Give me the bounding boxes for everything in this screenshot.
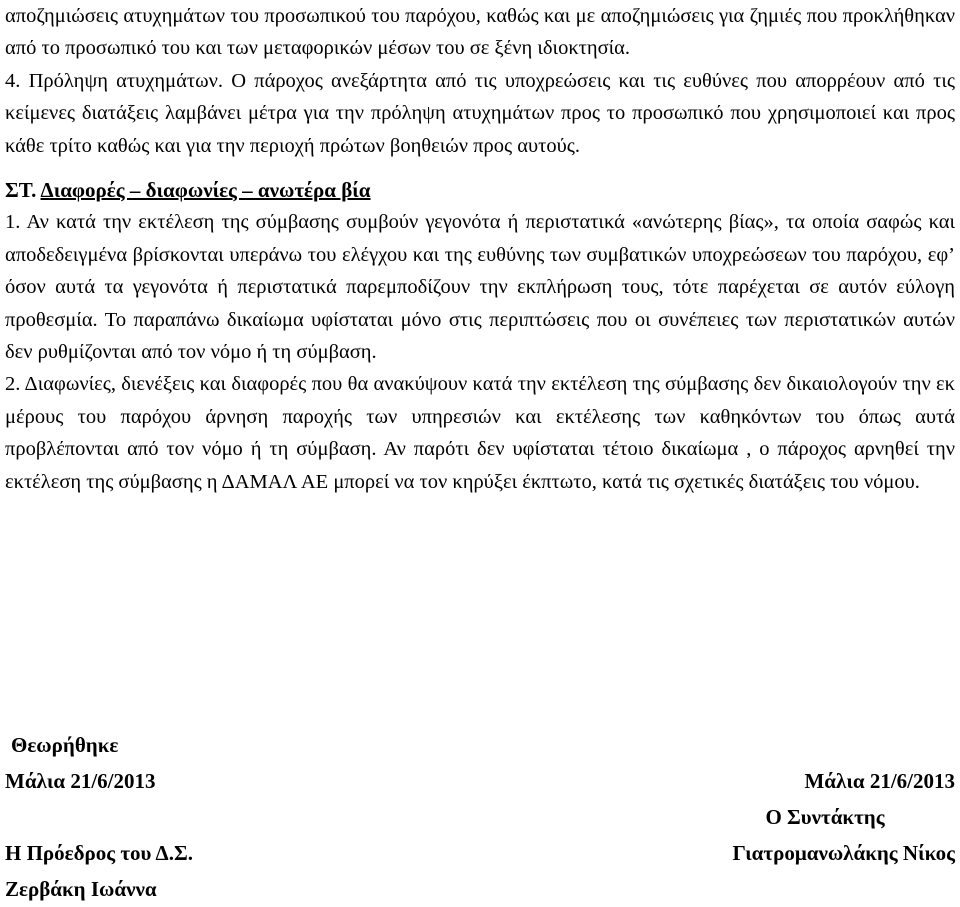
signature-row-date <box>5 763 955 799</box>
signature-row-names <box>5 871 955 907</box>
signature-row-author-role <box>5 799 955 835</box>
signature-row-roles <box>5 835 955 871</box>
signature-block <box>5 727 955 907</box>
section-number: ΣΤ. <box>5 178 37 203</box>
left-place-date: Μάλια 21/6/2013 <box>5 769 156 793</box>
right-place-date: Μάλια 21/6/2013 <box>804 769 955 793</box>
president-name: Ζερβάκη Ιωάννα <box>5 877 157 901</box>
approved-label: Θεωρήθηκε <box>11 733 119 757</box>
paragraph-compensation: αποζημιώσεις ατυχημάτων του προσωπικού του παρόχου, καθώς και με αποζημιώσεις για ζημιές που προκλήθηκαν από το προσωπικό του και των μεταφορικών μέσων του σε ξένη ιδιοκτησία. <box>5 5 955 60</box>
author-name: Γιατρομανωλάκης Νίκος <box>732 841 955 865</box>
document-page <box>5 0 955 498</box>
author-role: Ο Συντάκτης <box>765 805 885 829</box>
paragraph-force-majeure: 1. Αν κατά την εκτέλεση της σύμβασης συμβούν γεγονότα ή περιστατικά «ανώτερης βίας», τα οποία σαφώς και αποδεδειγμένα βρίσκονται υπεράνω του ελέγχου και της ευθύνης των συμβατικών υποχρεώσεων του παρόχου, εφ’ όσον αυτά τα γεγονότα ή περιστατικά παρεμποδίζουν την εκπλήρωση τους, τότε παρέχεται σε αυτόν εύλογη προθεσμία. Το παραπάνω δικαίωμα υφίσταται μόνο στις περιπτώσεις που οι συνέπειες των περιστατικών αυτών δεν ρυθμίζονται από τον νόμο ή τη σύμβαση. <box>5 211 955 364</box>
section-title: Διαφορές – διαφωνίες – ανωτέρα βία <box>40 178 371 203</box>
paragraph-accident-prevention: 4. Πρόληψη ατυχημάτων. Ο πάροχος ανεξάρτητα από τις υποχρεώσεις και τις ευθύνες που απορρέουν από τις κείμενες διατάξεις λαμβάνει μέτρα για την πρόληψη ατυχημάτων προς το προσωπικό που χρησιμοποιεί και προς κάθε τρίτο καθώς και για την περιοχή πρώτων βοηθειών προς αυτούς. <box>5 69 955 157</box>
president-role: Η Πρόεδρος του Δ.Σ. <box>5 841 193 865</box>
signature-row-approved <box>5 727 955 763</box>
section-heading <box>5 174 955 206</box>
paragraph-disputes: 2. Διαφωνίες, διενέξεις και διαφορές που θα ανακύψουν κατά την εκτέλεση της σύμβασης δεν δικαιολογούν την εκ μέρους του παρόχου άρνηση παροχής των υπηρεσιών και εκτέλεσης των καθηκόντων του όπως αυτά προβλέπονται από τον νόμο ή τη σύμβαση. Αν παρότι δεν υφίσταται τέτοιο δικαίωμα , ο πάροχος αρνηθεί την εκτέλεση της σύμβασης η ΔΑΜΑΛ ΑΕ μπορεί να τον κηρύξει έκπτωτο, κατά τις σχετικές διατάξεις του νόμου. <box>5 373 955 493</box>
